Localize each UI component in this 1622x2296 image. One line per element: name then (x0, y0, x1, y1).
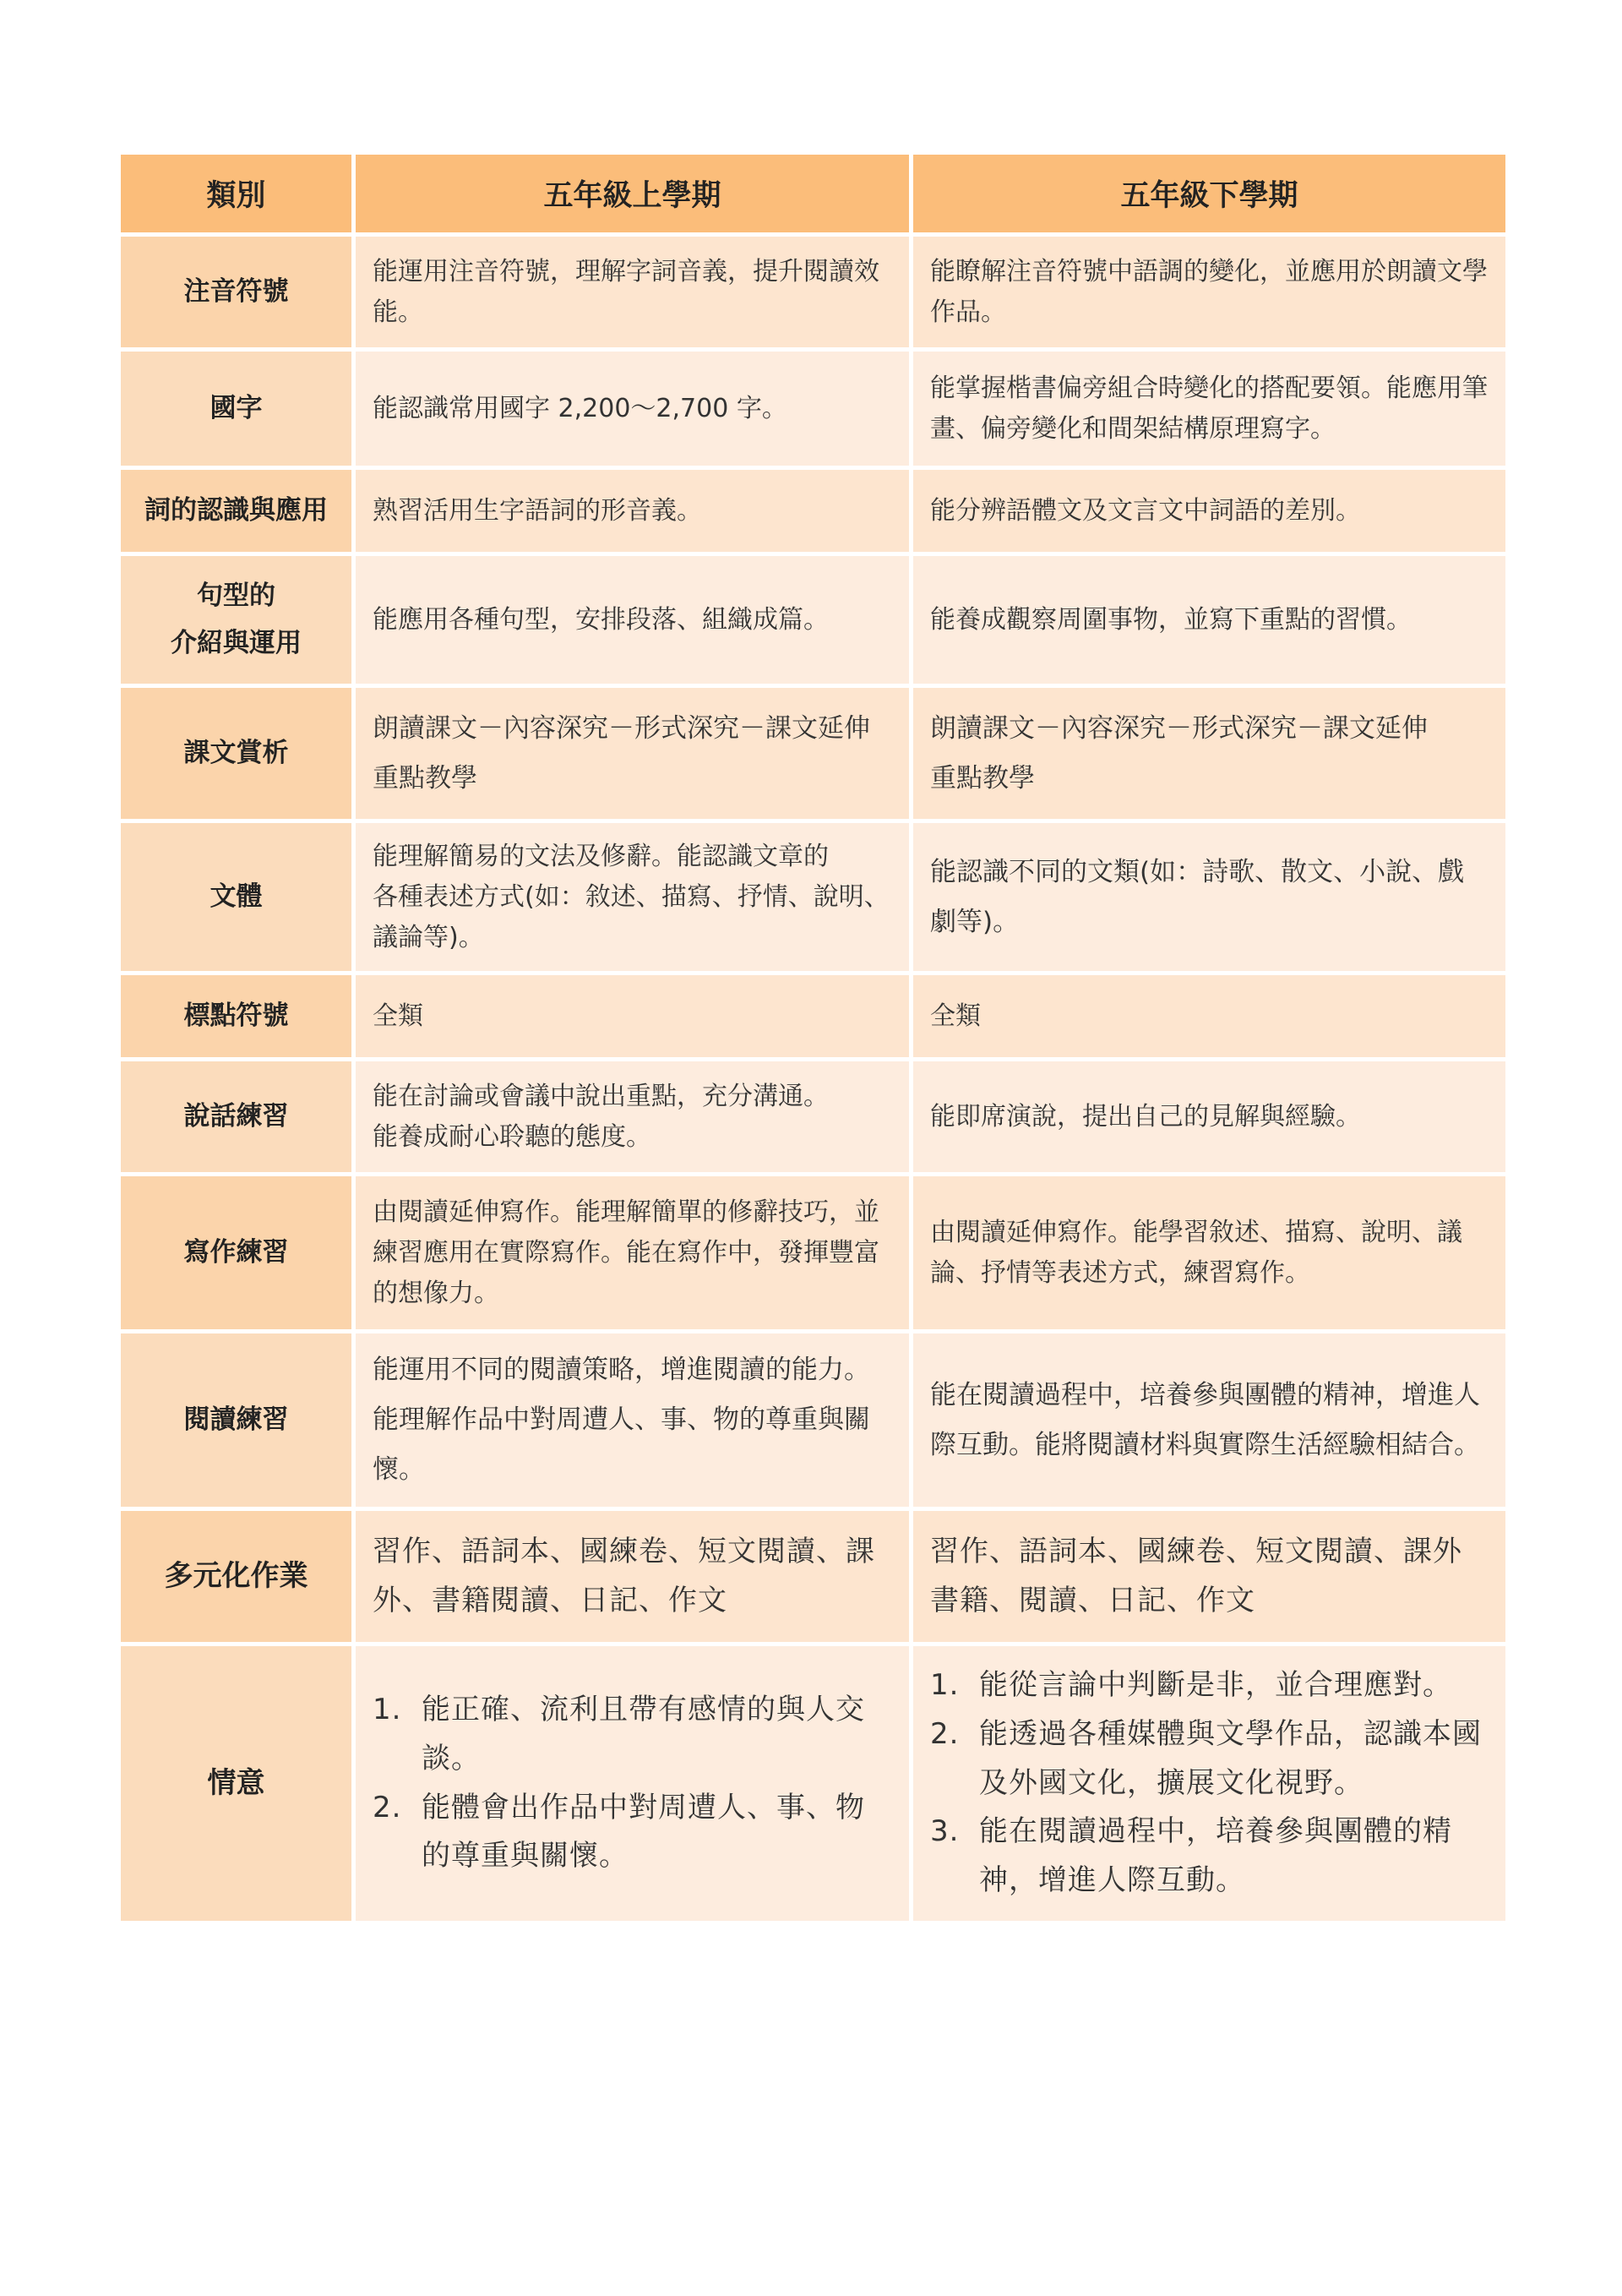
list-text: 能從言論中判斷是非，並合理應對。 (979, 1668, 1452, 1702)
category-cell: 課文賞析 (119, 686, 354, 821)
list-text: 能正確、流利且帶有感情的與人交談。 (422, 1692, 865, 1775)
semester-1-cell: 能應用各種句型，安排段落、組織成篇。 (354, 554, 912, 686)
semester-1-cell: 能認識常用國字 2,200～2,700 字。 (354, 350, 912, 468)
list-number: 3. (930, 1814, 960, 1849)
category-cell: 國字 (119, 350, 354, 468)
curriculum-table (117, 150, 1510, 1925)
category-cell: 說話練習 (119, 1060, 354, 1175)
semester-2-cell (912, 1644, 1508, 1923)
category-cell: 多元化作業 (119, 1509, 354, 1644)
cell-line: 朗讀課文－內容深究－形式深究－課文延伸 (930, 712, 1428, 744)
cell-line: 能運用不同的閱讀策略，增進閱讀的能力。 (373, 1355, 870, 1386)
category-cell: 注音符號 (119, 235, 354, 350)
table-row (119, 1644, 1508, 1923)
category-cell: 情意 (119, 1644, 354, 1923)
semester-1-cell (354, 686, 912, 821)
list-item (930, 1808, 1490, 1906)
semester-2-cell: 能認識不同的文類(如：詩歌、散文、小說、戲劇等)。 (912, 821, 1508, 973)
semester-1-cell (354, 1060, 912, 1175)
header-semester-1: 五年級上學期 (354, 153, 912, 235)
numbered-list (930, 1661, 1490, 1906)
list-text: 能透過各種媒體與文學作品，認識本國及外國文化，擴展文化視野。 (979, 1716, 1482, 1800)
category-line: 介紹與運用 (171, 627, 302, 658)
semester-1-cell (354, 821, 912, 973)
semester-2-cell: 由閱讀延伸寫作。能學習敘述、描寫、說明、議論、抒情等表述方式，練習寫作。 (912, 1175, 1508, 1332)
semester-2-cell: 能掌握楷書偏旁組合時變化的搭配要領。能應用筆畫、偏旁變化和間架結構原理寫字。 (912, 350, 1508, 468)
table-row (119, 1332, 1508, 1509)
semester-1-cell: 習作、語詞本、國練卷、短文閱讀、課外、書籍閱讀、日記、作文 (354, 1509, 912, 1644)
semester-2-cell (912, 686, 1508, 821)
category-cell: 詞的認識與應用 (119, 468, 354, 554)
list-item (373, 1686, 894, 1784)
table-row (119, 554, 1508, 686)
cell-line: 各種表述方式(如：敘述、描寫、抒情、說明、議論等)。 (373, 881, 890, 952)
semester-2-cell: 全類 (912, 973, 1508, 1060)
list-item (930, 1710, 1490, 1808)
numbered-list (373, 1686, 894, 1881)
header-row (119, 153, 1508, 235)
semester-2-cell: 能分辨語體文及文言文中詞語的差別。 (912, 468, 1508, 554)
table-row (119, 973, 1508, 1060)
list-text: 能在閱讀過程中，培養參與團體的精神，增進人際互動。 (979, 1814, 1452, 1898)
header-semester-2: 五年級下學期 (912, 153, 1508, 235)
cell-line: 重點教學 (930, 762, 1035, 794)
semester-1-cell (354, 1644, 912, 1923)
category-cell: 閱讀練習 (119, 1332, 354, 1509)
category-cell: 寫作練習 (119, 1175, 354, 1332)
category-cell: 文體 (119, 821, 354, 973)
semester-2-cell: 能即席演說，提出自己的見解與經驗。 (912, 1060, 1508, 1175)
list-number: 2. (373, 1790, 402, 1824)
cell-line: 重點教學 (373, 762, 477, 794)
table-row (119, 350, 1508, 468)
list-number: 1. (373, 1692, 402, 1726)
semester-1-cell: 全類 (354, 973, 912, 1060)
semester-1-cell: 能運用注音符號，理解字詞音義，提升閱讀效能。 (354, 235, 912, 350)
cell-line: 能在討論或會議中說出重點，充分溝通。 (373, 1081, 829, 1111)
header-category: 類別 (119, 153, 354, 235)
table-row (119, 468, 1508, 554)
table-row (119, 235, 1508, 350)
cell-line: 能理解作品中對周遭人、事、物的尊重與關懷。 (373, 1404, 870, 1485)
semester-2-cell: 能瞭解注音符號中語調的變化，並應用於朗讀文學作品。 (912, 235, 1508, 350)
semester-1-cell: 熟習活用生字語詞的形音義。 (354, 468, 912, 554)
list-item (373, 1784, 894, 1882)
semester-2-cell: 習作、語詞本、國練卷、短文閱讀、課外書籍、閱讀、日記、作文 (912, 1509, 1508, 1644)
list-text: 能體會出作品中對周遭人、事、物的尊重與關懷。 (422, 1790, 865, 1873)
table-row (119, 1509, 1508, 1644)
table-row (119, 686, 1508, 821)
semester-2-cell: 能在閱讀過程中，培養參與團體的精神，增進人際互動。能將閱讀材料與實際生活經驗相結合。 (912, 1332, 1508, 1509)
list-number: 2. (930, 1716, 960, 1751)
category-cell (119, 554, 354, 686)
semester-1-cell: 由閱讀延伸寫作。能理解簡單的修辭技巧，並練習應用在實際寫作。能在寫作中，發揮豐富的想像力。 (354, 1175, 912, 1332)
table-row (119, 1175, 1508, 1332)
cell-line: 能理解簡易的文法及修辭。能認識文章的 (373, 841, 829, 871)
cell-line: 能養成耐心聆聽的態度。 (373, 1121, 651, 1152)
semester-1-cell (354, 1332, 912, 1509)
category-cell: 標點符號 (119, 973, 354, 1060)
cell-line: 朗讀課文－內容深究－形式深究－課文延伸 (373, 712, 870, 744)
table-row (119, 1060, 1508, 1175)
table-row (119, 821, 1508, 973)
category-line: 句型的 (197, 580, 275, 611)
list-item (930, 1661, 1490, 1710)
list-number: 1. (930, 1668, 960, 1702)
semester-2-cell: 能養成觀察周圍事物，並寫下重點的習慣。 (912, 554, 1508, 686)
